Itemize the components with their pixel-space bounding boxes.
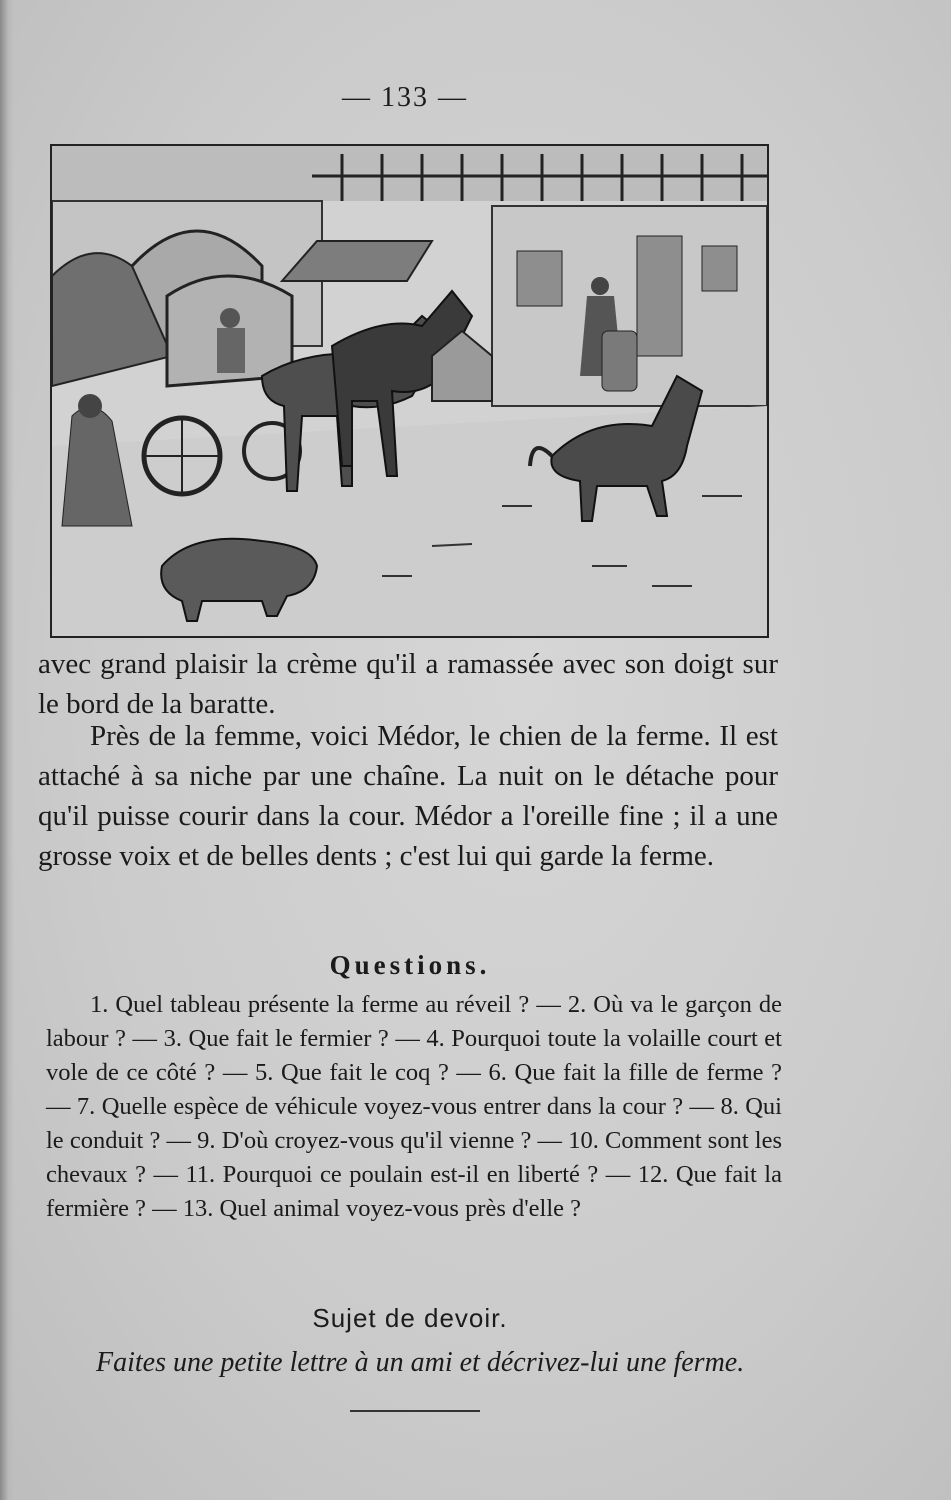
medor-paragraph: Près de la femme, voici Médor, le chien de la ferme. Il est attaché à sa niche par une chaîne. La nuit on le détache pour qu'il puisse courir dans la cour. Médor a l'oreille fine ; il a une grosse voix et de belles dents ; c'est lui qui garde la ferme. xyxy=(38,720,778,872)
farmyard-engraving-icon xyxy=(52,146,767,636)
end-divider xyxy=(350,1410,480,1412)
binding-edge xyxy=(0,0,14,1500)
devoir-prompt: Faites une petite lettre à un ami et décrivez-lui une ferme. xyxy=(96,1347,745,1378)
devoir-heading: Sujet de devoir. xyxy=(312,1303,508,1333)
page-number: — 133 — xyxy=(342,82,468,113)
farmyard-illustration xyxy=(50,144,769,638)
continuation-paragraph: avec grand plaisir la crème qu'il a ramassée avec son doigt sur le bord de la baratte. xyxy=(38,648,778,720)
questions-heading: Questions. xyxy=(329,950,491,980)
questions-list: 1. Quel tableau présente la ferme au réveil ? — 2. Où va le garçon de labour ? — 3. Que fait le fermier ? — 4. Pourquoi toute la volaille court et vole de ce côté ? — 5. Que fait le coq ? — 6. Que fait la fille de ferme ? — 7. Quelle espèce de véhicule voyez-vous entrer dans la cour ? — 8. Qui le conduit ? — 9. D'où croyez-vous qu'il vienne ? — 10. Comment sont les chevaux ? — 11. Pourquoi ce poulain est-il en liberté ? — 12. Que fait la fermière ? — 13. Quel animal voyez-vous près d'elle ? xyxy=(46,991,782,1222)
